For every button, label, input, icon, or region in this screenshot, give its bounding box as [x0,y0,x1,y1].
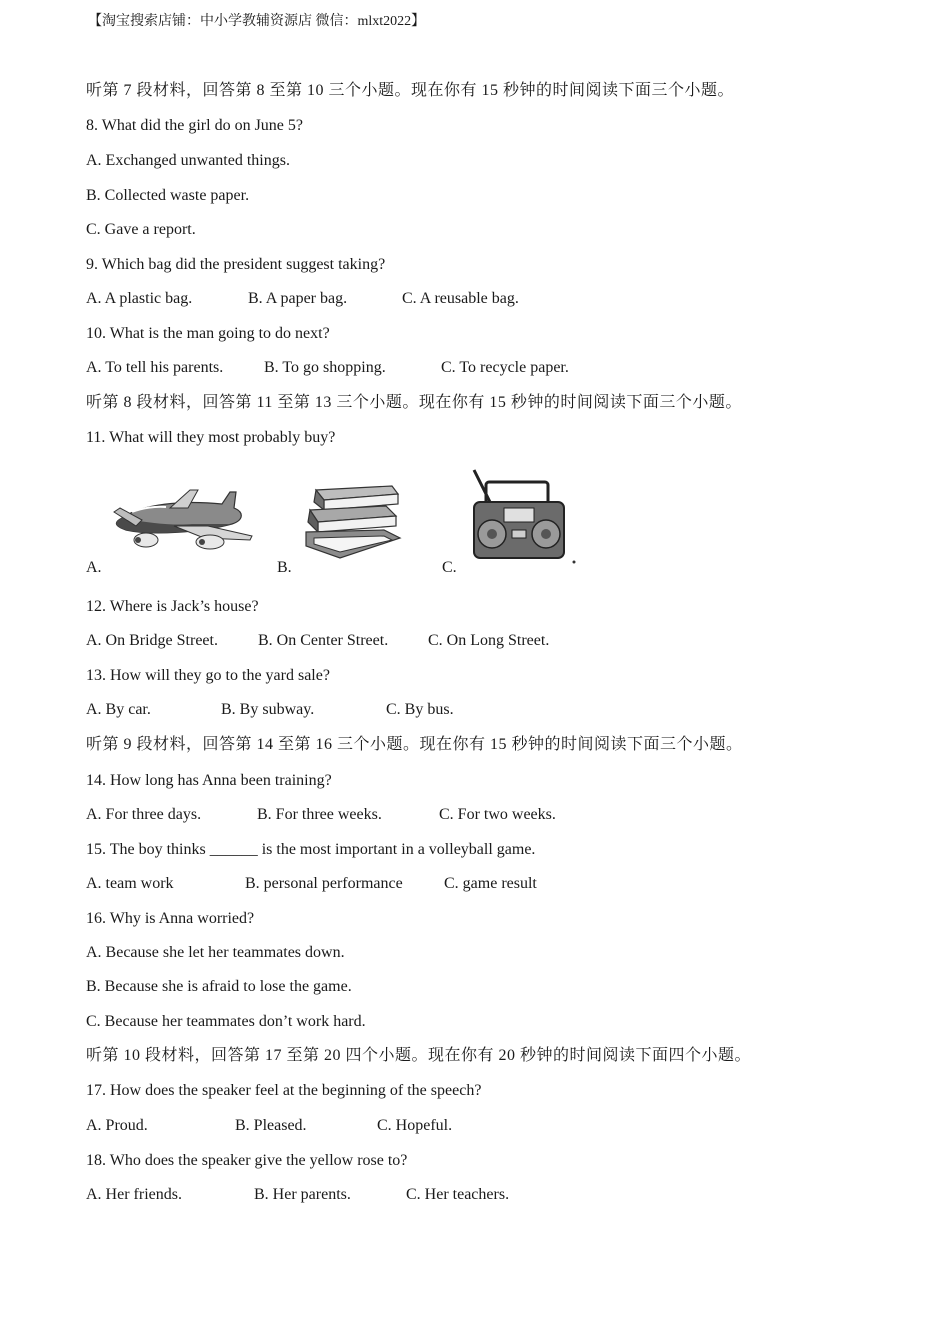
q15-option-a: A. team work [86,875,174,892]
q9-option-b: B. A paper bag. [248,290,348,307]
q18-option-a: A. Her friends. [86,1186,182,1203]
q11-option-a: A. [86,559,102,576]
q11-question: 11. What will they most probably buy? [86,429,336,446]
q9-option-a: A. A plastic bag. [86,290,193,307]
q17-option-a: A. Proud. [86,1117,148,1134]
q12-question: 12. Where is Jack’s house? [86,598,259,615]
section-7-instruction: 听第 7 段材料，回答第 8 至第 10 三个小题。现在你有 15 秒钟的时间阅读下面三个小题。 [86,82,735,99]
airplane-icon [112,482,257,556]
section-9-instruction: 听第 9 段材料，回答第 14 至第 16 三个小题。现在你有 15 秒钟的时间阅读下面三个小题。 [86,736,743,753]
q16-option-b: B. Because she is afraid to lose the game. [86,978,352,995]
q17-option-c: C. Hopeful. [377,1117,453,1134]
q15-question: 15. The boy thinks ______ is the most important in a volleyball game. [86,841,536,858]
q11-option-b: B. [277,559,292,576]
q17-question: 17. How does the speaker feel at the beginning of the speech? [86,1082,482,1099]
q13-option-c: C. By bus. [386,701,454,718]
books-icon [300,480,404,560]
q18-option-c: C. Her teachers. [406,1186,510,1203]
q13-question: 13. How will they go to the yard sale? [86,667,330,684]
q8-question: 8. What did the girl do on June 5? [86,117,303,134]
q16-option-c: C. Because her teammates don’t work hard. [86,1013,366,1030]
q10-option-b: B. To go shopping. [264,359,386,376]
q8-option-a: A. Exchanged unwanted things. [86,152,290,169]
q13-option-b: B. By subway. [221,701,315,718]
q14-question: 14. How long has Anna been training? [86,772,332,789]
q16-option-a: A. Because she let her teammates down. [86,944,345,961]
q15-option-b: B. personal performance [245,875,403,892]
q12-option-b: B. On Center Street. [258,632,389,649]
q14-option-b: B. For three weeks. [257,806,382,823]
section-10-instruction: 听第 10 段材料，回答第 17 至第 20 四个小题。现在你有 20 秒钟的时间阅读下面四个小题。 [86,1047,752,1064]
q12-option-c: C. On Long Street. [428,632,550,649]
q10-option-c: C. To recycle paper. [441,359,569,376]
q9-option-c: C. A reusable bag. [402,290,519,307]
shop-header: 【淘宝搜索店铺：中小学教辅资源店 微信：mlxt2022】 [88,14,426,29]
q8-option-c: C. Gave a report. [86,221,196,238]
q15-option-c: C. game result [444,875,537,892]
q13-option-a: A. By car. [86,701,151,718]
section-8-instruction: 听第 8 段材料，回答第 11 至第 13 三个小题。现在你有 15 秒钟的时间阅读下面三个小题。 [86,394,742,411]
q10-option-a: A. To tell his parents. [86,359,224,376]
q9-question: 9. Which bag did the president suggest taking? [86,256,386,273]
q10-question: 10. What is the man going to do next? [86,325,330,342]
q14-option-a: A. For three days. [86,806,202,823]
q16-question: 16. Why is Anna worried? [86,910,255,927]
q12-option-a: A. On Bridge Street. [86,632,218,649]
q18-option-b: B. Her parents. [254,1186,351,1203]
radio-icon [468,468,580,566]
q17-option-b: B. Pleased. [235,1117,307,1134]
q8-option-b: B. Collected waste paper. [86,187,250,204]
q18-question: 18. Who does the speaker give the yellow rose to? [86,1152,408,1169]
q14-option-c: C. For two weeks. [439,806,556,823]
q11-option-c: C. [442,559,457,576]
